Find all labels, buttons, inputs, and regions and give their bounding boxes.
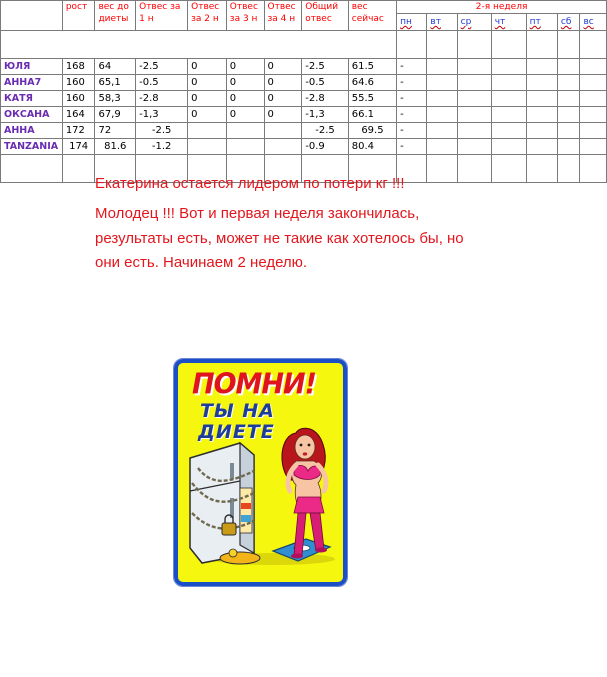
week3-cell: 0 [226,91,264,107]
poster-title-remember: ПОМНИ! [192,368,316,401]
height-cell: 172 [62,123,95,139]
day-header: сб [557,14,580,31]
week1-cell: -1,3 [136,107,188,123]
header-loss-week4: Отвес за 4 н [264,1,302,31]
header-loss-week2: Отвес за 2 н [188,1,227,31]
participant-name: ОКСАНА [1,107,63,123]
day-header: ср [457,14,491,31]
table-row [1,75,607,91]
day-header: пт [526,14,557,31]
poster-title-you-are-on: ТЫ НА [200,400,275,422]
week4-cell: 0 [264,75,302,91]
monday-cell: - [397,91,427,107]
week1-cell: -2.5 [136,123,188,139]
monday-cell: - [397,59,427,75]
current-weight-cell: 61.5 [348,59,396,75]
week2-cell: 0 [188,91,227,107]
header-loss-week1: Отвес за 1 н [136,1,188,31]
week3-cell: 0 [226,59,264,75]
header-name [1,1,63,31]
encouragement-message: Молодец !!! Вот и первая неделя закончилась, результаты есть, может не такие как хотелось бы, но они есть. Начинаем 2 неделю. [95,205,464,271]
day-header: пн [397,14,427,31]
leader-message: Екатерина остается лидером по потери кг !!! [95,175,405,192]
header-start-weight: вес до диеты [95,1,136,31]
total-loss-cell: -2.5 [302,59,349,75]
height-cell: 160 [62,75,95,91]
monday-cell: - [397,123,427,139]
header-current-weight: вес сейчас [348,1,396,31]
week3-cell [226,123,264,139]
total-loss-cell: -2.8 [302,91,349,107]
week1-cell: -2.5 [136,59,188,75]
participant-name: ЮЛЯ [1,59,63,75]
table-row [1,91,607,107]
fridge-icon [190,443,260,564]
participant-name: АННА7 [1,75,63,91]
table-row [1,123,607,139]
week1-cell: -1.2 [136,139,188,155]
monday-cell: - [397,107,427,123]
height-cell: 168 [62,59,95,75]
height-cell: 164 [62,107,95,123]
start-weight-cell: 58,3 [95,91,136,107]
total-loss-cell: -0.9 [302,139,349,155]
header-week2: 2-я неделя [397,1,607,14]
week4-cell [264,139,302,155]
week2-cell: 0 [188,59,227,75]
table-header-row [1,1,607,14]
start-weight-cell: 67,9 [95,107,136,123]
start-weight-cell: 64 [95,59,136,75]
week2-cell: 0 [188,75,227,91]
header-loss-week3: Отвес за 3 н [226,1,264,31]
participant-name: КАТЯ [1,91,63,107]
current-weight-cell: 80.4 [348,139,396,155]
current-weight-cell: 69.5 [348,123,396,139]
week2-cell [188,139,227,155]
participant-name: TANZANIA [1,139,63,155]
start-weight-cell: 81.6 [95,139,136,155]
height-cell: 174 [62,139,95,155]
table-row [1,139,607,155]
week1-cell: -2.8 [136,91,188,107]
week3-cell [226,139,264,155]
day-header: вт [427,14,457,31]
week4-cell: 0 [264,107,302,123]
start-weight-cell: 65,1 [95,75,136,91]
header-height: рост [62,1,95,31]
table-row [1,107,607,123]
week2-cell [188,123,227,139]
table-row [1,59,607,75]
header-total-loss: Общий отвес [302,1,349,31]
weight-loss-table [0,0,607,183]
diet-reminder-poster [174,359,347,586]
start-weight-cell: 72 [95,123,136,139]
week4-cell: 0 [264,59,302,75]
monday-cell: - [397,139,427,155]
day-header: чт [491,14,526,31]
total-loss-cell: -2.5 [302,123,349,139]
week4-cell [264,123,302,139]
week3-cell: 0 [226,75,264,91]
monday-cell: - [397,75,427,91]
participant-name: АННА [1,123,63,139]
total-loss-cell: -0.5 [302,75,349,91]
height-cell: 160 [62,91,95,107]
day-header: вс [580,14,607,31]
week2-cell: 0 [188,107,227,123]
week4-cell: 0 [264,91,302,107]
current-weight-cell: 55.5 [348,91,396,107]
current-weight-cell: 66.1 [348,107,396,123]
total-loss-cell: -1,3 [302,107,349,123]
poster-title-diet: ДИЕТЕ [198,421,275,443]
current-weight-cell: 64.6 [348,75,396,91]
week1-cell: -0.5 [136,75,188,91]
week3-cell: 0 [226,107,264,123]
header-spacer-row [1,31,607,59]
